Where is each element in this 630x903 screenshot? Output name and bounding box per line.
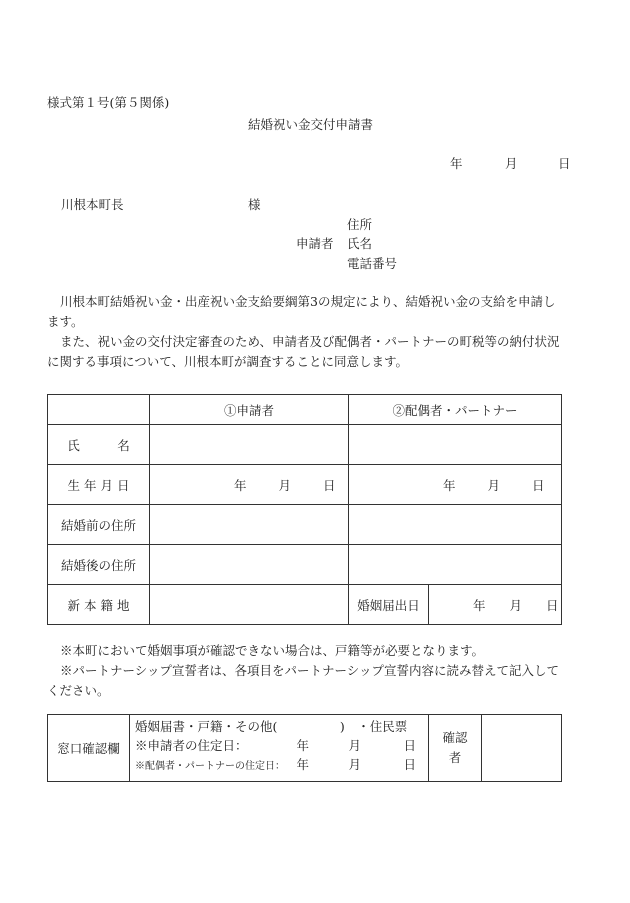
date-year: 年 <box>450 156 463 171</box>
applicant-address-before-cell[interactable] <box>150 505 349 545</box>
applicant-residence-day: 日 <box>403 738 417 753</box>
applicant-birth-day: 日 <box>323 477 336 493</box>
office-check-label: 窓口確認欄 <box>48 715 130 782</box>
applicant-residence-date <box>135 736 428 755</box>
spouse-residence-year: 年 <box>296 757 310 772</box>
page-title: 結婚祝い金交付申請書 <box>248 117 374 132</box>
office-check-details <box>130 715 429 782</box>
document-types: 婚姻届書・戸籍・その他( ) ・住民票 <box>135 719 408 734</box>
applicant-residence-month: 月 <box>348 738 362 753</box>
confirmer-label: 確認者 <box>429 715 482 782</box>
body-text <box>47 292 595 372</box>
office-check-table <box>47 714 562 782</box>
header-spouse: ②配偶者・パートナー <box>349 395 562 425</box>
applicant-label: 申請者 <box>296 236 334 251</box>
spouse-residence-month: 月 <box>348 757 362 772</box>
applicant-birth-cell[interactable] <box>150 465 349 505</box>
applicant-birth-month: 月 <box>278 477 292 493</box>
spouse-birth-day: 日 <box>532 477 545 493</box>
body-p1-line1: 川根本町結婚祝い金・出産祝い金支給要綱第3の規定により、結婚祝い金の支給を申請し <box>60 294 556 309</box>
row-label-domicile: 新 本 籍 地 <box>48 585 150 625</box>
form-number: 様式第１号(第５関係) <box>47 95 170 110</box>
spouse-birth-year: 年 <box>443 477 456 493</box>
applicant-name-label: 氏名 <box>347 236 373 251</box>
applicant-residence-label: ※申請者の住定日： <box>135 738 248 753</box>
addressee-name: 川根本町長 <box>61 197 124 212</box>
marriage-month: 月 <box>509 597 523 613</box>
spouse-birth-month: 月 <box>487 477 501 493</box>
header-applicant: ①申請者 <box>150 395 349 425</box>
spouse-residence-date <box>135 755 428 776</box>
applicant-address-after-cell[interactable] <box>150 545 349 585</box>
note-2-line2: ください。 <box>47 683 110 698</box>
addressee-honorific: 様 <box>248 197 261 212</box>
confirmer-stamp-cell[interactable] <box>482 715 562 782</box>
domicile-cell[interactable] <box>150 585 349 625</box>
spouse-address-after-cell[interactable] <box>349 545 562 585</box>
row-label-name: 氏 名 <box>48 425 150 465</box>
applicant-name-cell[interactable] <box>150 425 349 465</box>
note-2-line1: ※パートナーシップ宣誓者は、各項目をパートナーシップ宣誓内容に読み替えて記入して <box>60 663 560 678</box>
applicant-birth-year: 年 <box>234 477 247 493</box>
notes <box>47 641 595 701</box>
spouse-residence-day: 日 <box>403 757 417 772</box>
spouse-address-before-cell[interactable] <box>349 505 562 545</box>
marriage-date-label: 婚姻届出日 <box>349 585 429 625</box>
spouse-residence-label: ※配偶者・パートナーの住定日： <box>135 761 285 772</box>
body-p1-line2: ます。 <box>47 314 84 329</box>
body-p2-line1: また、祝い金の交付決定審査のため、申請者及び配偶者・パートナーの町税等の納付状況 <box>60 334 560 349</box>
marriage-year: 年 <box>473 597 486 613</box>
row-label-address-before: 結婚前の住所 <box>48 505 150 545</box>
date-day: 日 <box>558 156 571 171</box>
note-1: ※本町において婚姻事項が確認できない場合は、戸籍等が必要となります。 <box>60 643 485 658</box>
table-header-blank <box>48 395 150 425</box>
spouse-name-cell[interactable] <box>349 425 562 465</box>
row-label-address-after: 結婚後の住所 <box>48 545 150 585</box>
applicant-address-label: 住所 <box>347 217 373 232</box>
row-label-birth: 生 年 月 日 <box>48 465 150 505</box>
marriage-day: 日 <box>546 597 559 613</box>
spouse-birth-cell[interactable] <box>349 465 562 505</box>
applicant-residence-year: 年 <box>296 738 310 753</box>
date-month: 月 <box>505 156 518 171</box>
application-table <box>47 394 562 625</box>
applicant-phone-label: 電話番号 <box>347 256 398 271</box>
body-p2-line2: に関する事項について、川根本町が調査することに同意します。 <box>47 354 409 369</box>
marriage-date-cell[interactable] <box>429 585 562 625</box>
